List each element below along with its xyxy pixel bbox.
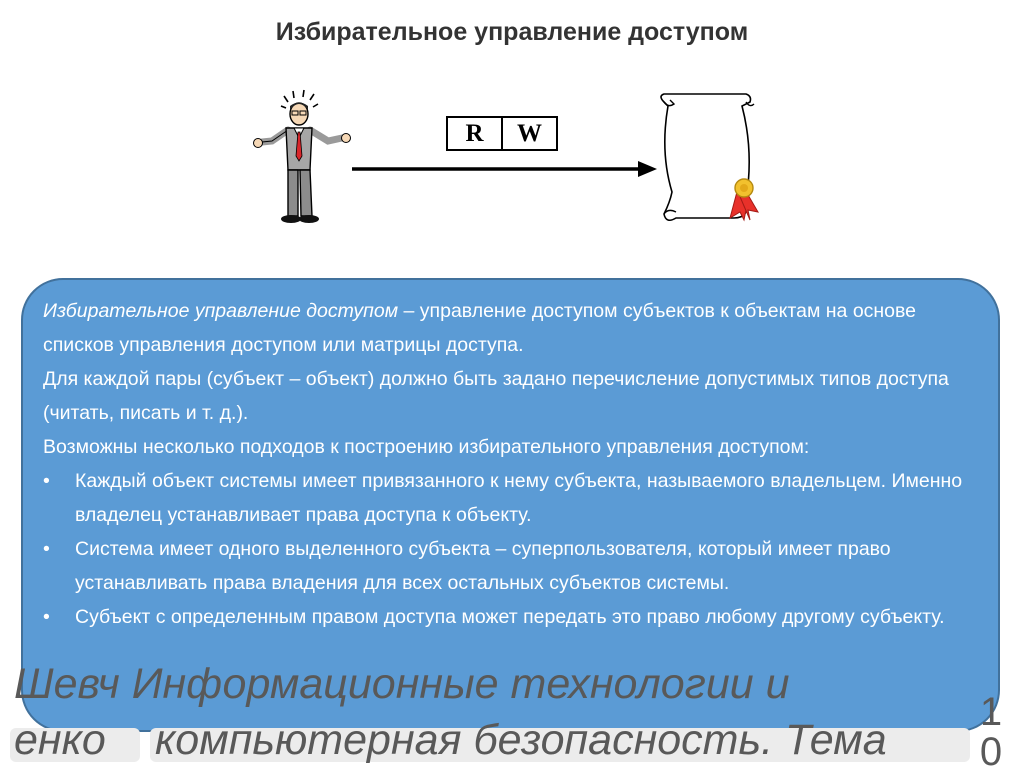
access-rights-box — [446, 116, 558, 151]
list-item — [43, 532, 980, 600]
bullet-icon: • — [43, 470, 50, 492]
slide-number — [976, 692, 1006, 772]
bullet-icon: • — [43, 606, 50, 628]
definition-text: – управление доступом субъектов к объектам на основе списков управления доступом или матрицы доступа. — [43, 300, 917, 356]
footer-author-line2: енко — [14, 716, 106, 764]
bullet-icon: • — [43, 538, 50, 560]
list-item — [43, 464, 980, 532]
footer-topic-line2: компьютерная безопасность. Тема — [155, 716, 887, 764]
businessman-icon — [248, 86, 358, 228]
paragraph-approaches: Возможны несколько подходов к построению избирательного управления доступом: — [43, 436, 810, 458]
list-item — [43, 600, 980, 634]
write-right-cell: W — [501, 118, 556, 149]
list-item-text: Субъект с определенным правом доступа может передать это право любому другому субъекту. — [75, 606, 945, 628]
read-right-cell: R — [465, 119, 484, 147]
scroll-document-icon — [650, 92, 768, 226]
slide-number-digit-2: 0 — [979, 730, 1003, 774]
approaches-list — [43, 464, 980, 634]
right-arrow-icon — [352, 158, 657, 180]
definition-paragraph — [43, 294, 980, 362]
slide-title: Избирательное управление доступом — [275, 18, 749, 46]
slide-number-digit-1: 1 — [979, 690, 1003, 734]
list-item-text: Каждый объект системы имеет привязанного к нему субъекта, называемого владельцем. Именно владелец устанавливает права доступа к объекту. — [75, 470, 963, 526]
footer-author-topic-line1: Шевч Информационные технологии и — [14, 660, 790, 708]
paragraph-access-types: Для каждой пары (субъект – объект) должно быть задано перечисление допустимых типов доступа (читать, писать и т. д.). — [43, 368, 949, 424]
definition-term: Избирательное управление доступом — [43, 300, 399, 322]
list-item-text: Система имеет одного выделенного субъекта – суперпользователя, который имеет право устанавливать права владения для всех остальных субъектов системы. — [75, 538, 891, 594]
